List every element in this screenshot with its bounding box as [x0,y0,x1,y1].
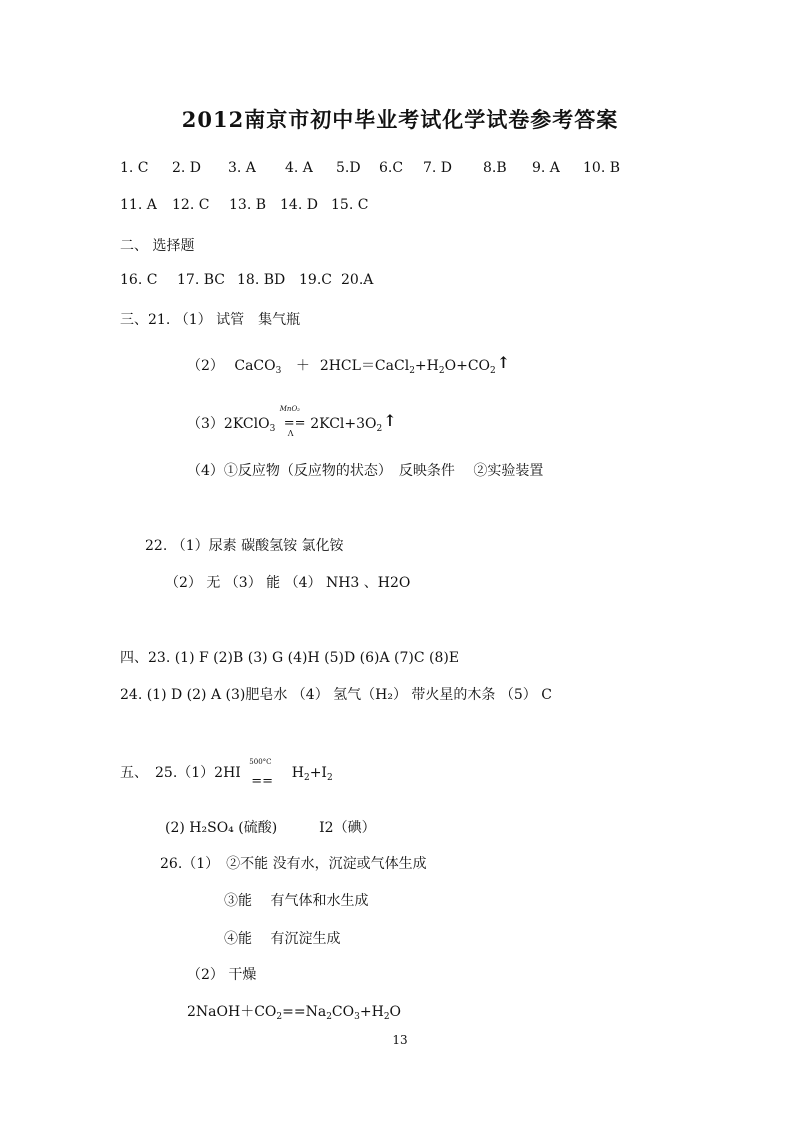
q25-part1-equation [120,758,333,789]
answer-item: 4. A [285,160,313,176]
formula-text: +I [309,765,327,781]
answer-item: 16. C [120,272,158,288]
subscript: 3 [269,424,276,434]
answer-item: 14. D [280,197,318,213]
q25-part2: (2) H₂SO₄ (硫酸) I2（碘） [165,820,376,836]
q26-part1-item4: ④能 有沉淀生成 [224,931,341,947]
q21-part2-equation [187,353,510,376]
answer-item: 3. A [228,160,256,176]
answer-item: 11. A [120,197,157,213]
q23-answers: 四、23. (1) F (2)B (3) G (4)H (5)D (6)A (7)C (8)E [120,650,460,666]
q26-part2: （2） 干燥 [187,967,257,983]
subscript: 2 [383,1012,390,1022]
answer-item: 12. C [172,197,210,213]
formula-text: H [291,765,304,781]
q26-part1: 26.（1） ②不能 没有水，沉淀或气体生成 [160,856,427,872]
answers-row-3 [120,272,373,288]
section-heading: 二、 选择题 [120,238,195,254]
formula-text: （3）2KClO [187,416,270,432]
subscript: 2 [276,1012,283,1022]
answer-item: 13. B [229,197,267,213]
catalyst-label: MnO₂ [279,405,300,413]
q22-part1: 22. （1）尿素 碳酸氢铵 氯化铵 [145,538,344,554]
heat-sign: Λ [287,429,294,438]
subscript: 2 [409,366,415,376]
subscript: 2 [490,366,496,376]
answer-item: 17. BC [177,272,225,288]
q21-part3-equation [187,405,397,438]
temperature-label: 500°C [249,758,272,766]
answer-item: 9. A [532,160,560,176]
page-number: 13 [392,1033,408,1047]
up-arrow-icon: ↑ [383,411,397,430]
answer-item: 15. C [331,197,369,213]
q21-part4: （4）①反应物（反应物的状态） 反映条件 ②实验装置 [187,463,544,479]
answer-item: 5.D [336,160,361,176]
formula-text: CaCO [234,358,276,374]
formula-text: +H [359,1004,384,1020]
formula-text: ==Na [282,1004,327,1020]
formula-text: 2HCL＝CaCl [319,358,410,374]
q24-answers: 24. (1) D (2) A (3)肥皂水 （4） 氢气（H₂） 带火星的木条 （5） C [120,687,552,703]
reaction-condition [249,758,283,789]
formula-text: +H [414,358,439,374]
q26-equation [187,1001,401,1022]
plus-sign: ＋ [295,358,310,374]
answer-item: 6.C [379,160,404,176]
reaction-condition [279,405,306,438]
answer-item: 19.C [299,272,332,288]
subscript: 2 [326,773,333,783]
answer-item: 20.A [341,272,374,288]
q22-part2: （2） 无 （3） 能 （4） NH3 、H2O [165,575,411,591]
subscript: 2 [303,773,310,783]
equals-sign: == [283,416,306,431]
formula-text: O+CO [444,358,491,374]
formula-text: 2KCl+3O [310,416,377,432]
answer-item: 8.B [483,160,507,176]
answer-item: 7. D [423,160,453,176]
equals-sign: == [251,774,274,789]
answers-row-2 [120,197,368,213]
answers-row-1 [120,160,620,176]
formula-text: O [389,1004,402,1020]
subscript: 2 [376,424,383,434]
answer-item: 10. B [583,160,621,176]
subscript: 3 [275,366,282,376]
formula-text: CO [331,1004,355,1020]
formula-text: 2NaOH＋CO [187,1004,277,1020]
q26-part1-item3: ③能 有气体和水生成 [224,893,369,909]
up-arrow-icon: ↑ [496,353,511,372]
subscript: 2 [326,1012,332,1022]
answer-item: 18. BD [237,272,286,288]
part-label: （2） [187,358,224,374]
subscript: 3 [354,1012,360,1022]
answer-item: 2. D [172,160,202,176]
subscript: 2 [438,366,445,376]
answer-item: 1. C [120,160,149,176]
q21-part1: 三、21. （1） 试管 集气瓶 [120,312,301,328]
page-title: 2012南京市初中毕业考试化学试卷参考答案 [181,107,619,132]
formula-text: 五、 25.（1）2HI [120,765,241,781]
